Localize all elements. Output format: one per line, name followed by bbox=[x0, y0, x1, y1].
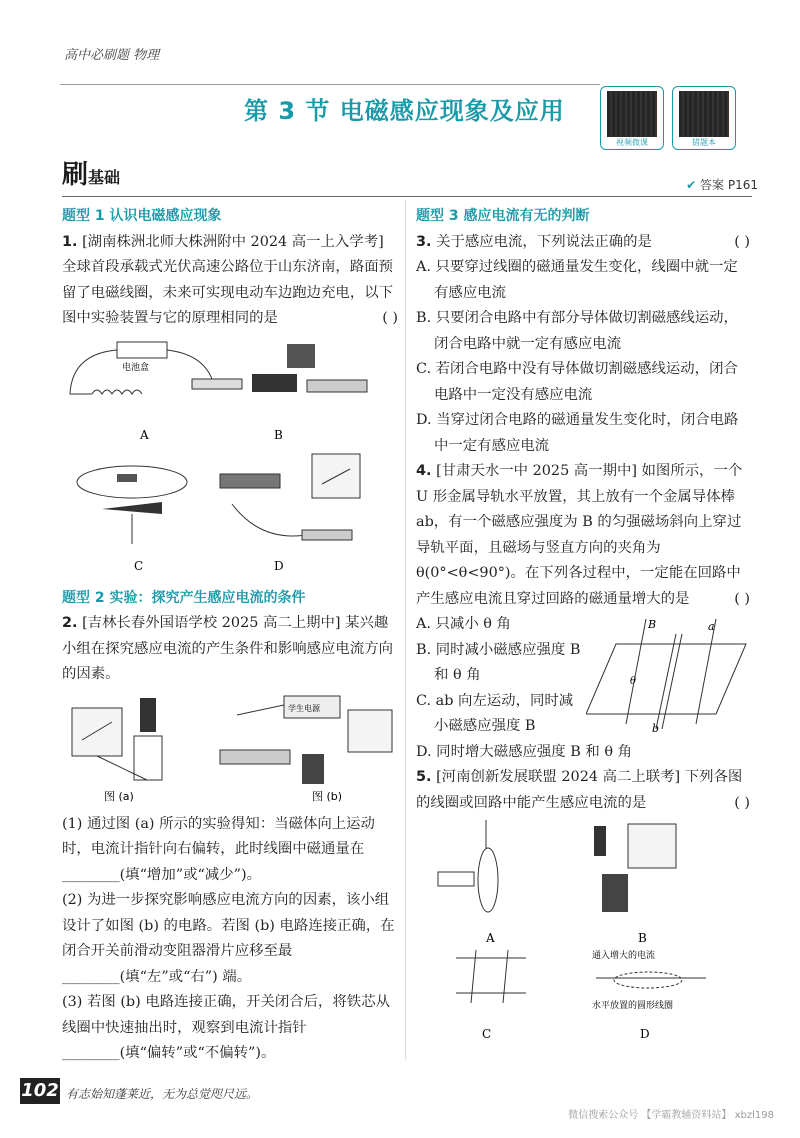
q1-text: [湖南株洲北师大株洲附中 2024 高一上入学考] 全球首段承载式光伏高速公路位于山东济南，路面预留了电磁线圈，未来可实现电动车边跑边充电，以下图中实验装置与它的原理相同的是 bbox=[62, 233, 393, 326]
switch-a bbox=[192, 379, 242, 389]
q4-option-d[interactable]: D. 同时增大磁感应强度 B 和 θ 角 bbox=[416, 743, 633, 760]
ring-5d bbox=[614, 972, 682, 988]
coil-a bbox=[92, 390, 142, 394]
q4-answer-blank[interactable]: ( ) bbox=[734, 590, 750, 607]
q5-figC-label: C bbox=[482, 1027, 492, 1041]
topic-2: 题型 2 实验：探究产生感应电流的条件 bbox=[62, 589, 306, 606]
q1-answer-blank[interactable]: ( ) bbox=[382, 310, 398, 326]
q2-part1: (1) 通过图 (a) 所示的实验得知：当磁体向上运动时，电流计指针向右偏转，此时线圈中磁通量在________(填“增加”或“减少”)。 bbox=[62, 815, 375, 883]
q2-figures bbox=[62, 690, 398, 810]
check-icon: ✔ bbox=[686, 178, 697, 192]
qr-video-label: 视频微课 bbox=[616, 138, 648, 147]
shua-char: 刷 bbox=[62, 160, 89, 190]
q5-figD-label: D bbox=[640, 1027, 650, 1041]
qr-wrong-label: 错题本 bbox=[692, 138, 716, 147]
topic-1: 题型 1 认识电磁感应现象 bbox=[62, 208, 222, 224]
qr-wrongbook[interactable] bbox=[672, 86, 736, 150]
galvanometer-b bbox=[348, 710, 392, 752]
q4-option-b[interactable]: B. 同时减小磁感应强度 B 和 θ 角 bbox=[416, 641, 581, 683]
q2-part2: (2) 为进一步探究影响感应电流方向的因素，该小组设计了如图 (b) 的电路。若图 (b) 电路连接正确，在闭合开关前滑动变阻器滑片应移至最________(填“左”或“右”) 端。 bbox=[62, 892, 395, 985]
question-5 bbox=[416, 765, 750, 816]
q3-option-b[interactable]: B. 只要闭合电路中有部分导体做切割磁感线运动，闭合电路中就一定有感应电流 bbox=[416, 310, 738, 352]
ring-a bbox=[478, 848, 498, 912]
battery-c bbox=[117, 474, 137, 482]
magnet-d bbox=[220, 474, 280, 488]
figC-label: C bbox=[134, 558, 144, 573]
q4-options-block bbox=[416, 612, 750, 740]
left-column bbox=[62, 204, 398, 1067]
power-label: 学生电源 bbox=[288, 703, 320, 713]
banner-divider bbox=[62, 196, 752, 197]
switch-d bbox=[302, 530, 352, 540]
field-line-2 bbox=[696, 619, 716, 724]
question-3 bbox=[416, 230, 750, 256]
q5-answer-blank[interactable]: ( ) bbox=[734, 794, 750, 811]
section-title: 第 3 节 电磁感应现象及应用 bbox=[244, 97, 565, 125]
rod-ab bbox=[656, 634, 676, 729]
question-1 bbox=[62, 230, 398, 332]
field-line-1 bbox=[626, 619, 646, 724]
wire-a2 bbox=[167, 350, 212, 379]
rod-ab-2 bbox=[662, 634, 682, 729]
coil-a2 bbox=[134, 736, 162, 780]
galvanometer-a bbox=[72, 708, 122, 756]
wire-b1 bbox=[237, 705, 284, 715]
q4-a-label: a bbox=[708, 620, 715, 633]
q4-text: [甘肃天水一中 2025 高一期中] 如图所示，一个 U 形金属导轨水平放置，其上放有一个金属导体棒 ab，有一个磁感应强度为 B 的匀强磁场斜向上穿过导轨平面，且磁场与竖直方向的夹角为 θ(0°<θ<90°)。在下列各过程中，一定能在回路中产生感应电流且穿过回路的磁通量增大的是 bbox=[416, 463, 743, 607]
galvanometer-5b bbox=[628, 824, 676, 868]
magnet-5a bbox=[438, 872, 474, 886]
shua-jichu-banner bbox=[62, 154, 120, 191]
q2-number: 2. bbox=[62, 615, 78, 631]
q3-text: 关于感应电流，下列说法正确的是 bbox=[436, 233, 652, 250]
qr-video[interactable] bbox=[600, 86, 664, 150]
question-4 bbox=[416, 459, 750, 612]
q4-theta-label: θ bbox=[630, 676, 637, 687]
needle-c bbox=[102, 502, 162, 514]
battery-box bbox=[117, 342, 167, 358]
q4-figure bbox=[586, 614, 750, 734]
answer-ref bbox=[686, 176, 758, 193]
page-number: 102 bbox=[20, 1078, 60, 1104]
qr-code-icon bbox=[679, 91, 729, 137]
q4-B-label: B bbox=[648, 618, 657, 631]
figD-label: D bbox=[274, 558, 284, 573]
question-2 bbox=[62, 611, 398, 688]
battery-b bbox=[287, 344, 315, 368]
wire-a bbox=[70, 350, 117, 394]
rheostat-b2 bbox=[220, 750, 290, 764]
magnet-5b bbox=[594, 826, 606, 856]
right-column bbox=[416, 204, 750, 1050]
figb-caption: 图 (b) bbox=[312, 789, 343, 803]
q1-figures bbox=[62, 334, 398, 584]
topic-3: 题型 3 感应电流有无的判断 bbox=[416, 208, 590, 224]
q3-option-d[interactable]: D. 当穿过闭合电路的磁通量发生变化时，闭合电路中一定有感应电流 bbox=[416, 412, 739, 454]
book-header: 高中必刷题 物理 bbox=[64, 48, 160, 63]
q4-option-a[interactable]: A. 只减小 θ 角 bbox=[416, 616, 511, 632]
q3-number: 3. bbox=[416, 233, 432, 250]
rail-plane bbox=[586, 644, 746, 714]
q3-option-a[interactable]: A. 只要穿过线圈的磁通量发生变化，线圈中就一定有感应电流 bbox=[416, 259, 738, 301]
q5-number: 5. bbox=[416, 769, 432, 785]
figa-caption: 图 (a) bbox=[104, 789, 134, 803]
wire-fig-a bbox=[97, 756, 147, 780]
footer-motto: 有志始知蓬莱近，无为总觉咫尺远。 bbox=[66, 1087, 259, 1101]
q2-text: [吉林长春外国语学校 2025 高二上期中] 某兴趣小组在探究感应电流的产生条件和影响感应电流方向的因素。 bbox=[62, 615, 393, 682]
header-divider bbox=[60, 84, 600, 85]
q4-b-label: b bbox=[652, 722, 660, 734]
answer-page: 答案 P161 bbox=[700, 178, 758, 192]
watermark: 微信搜索公众号 【学霸教辅资料站】 xbzl198 bbox=[568, 1110, 774, 1121]
q5-ring-caption-2: 水平放置的圆形线圈 bbox=[592, 1001, 674, 1011]
figA-label: A bbox=[140, 427, 149, 442]
figB-label: B bbox=[274, 427, 283, 442]
q3-answer-blank[interactable]: ( ) bbox=[734, 233, 750, 250]
coil-5b bbox=[602, 874, 628, 912]
magnet-b bbox=[252, 374, 297, 392]
q4-number: 4. bbox=[416, 463, 432, 479]
q1-number: 1. bbox=[62, 233, 78, 250]
rheostat-b bbox=[307, 380, 367, 392]
q5-text: [河南创新发展联盟 2024 高二上联考] 下列各图的线圈或回路中能产生感应电流的是 bbox=[416, 769, 743, 811]
wire-d bbox=[232, 504, 312, 536]
q3-option-c[interactable]: C. 若闭合电路中没有导体做切割磁感线运动，闭合电路中一定没有感应电流 bbox=[416, 361, 738, 403]
magnet-a bbox=[140, 698, 156, 732]
battery-label: 电池盒 bbox=[122, 362, 150, 373]
q4-option-c[interactable]: C. ab 向左运动，同时减小磁感应强度 B bbox=[416, 692, 574, 734]
q5-figures bbox=[416, 818, 750, 1048]
q5-figA-label: A bbox=[486, 931, 495, 945]
q2-part3: (3) 若图 (b) 电路连接正确，开关闭合后，将铁芯从线圈中快速抽出时，观察到电流计指针________(填“偏转”或“不偏转”)。 bbox=[62, 994, 390, 1061]
qr-code-icon bbox=[607, 91, 657, 137]
q5-ring-caption: 通入增大的电流 bbox=[592, 951, 656, 961]
column-divider bbox=[405, 200, 406, 1060]
q5-figB-label: B bbox=[638, 931, 647, 945]
jichu-label: 基础 bbox=[88, 168, 121, 187]
coil-b bbox=[302, 754, 324, 784]
